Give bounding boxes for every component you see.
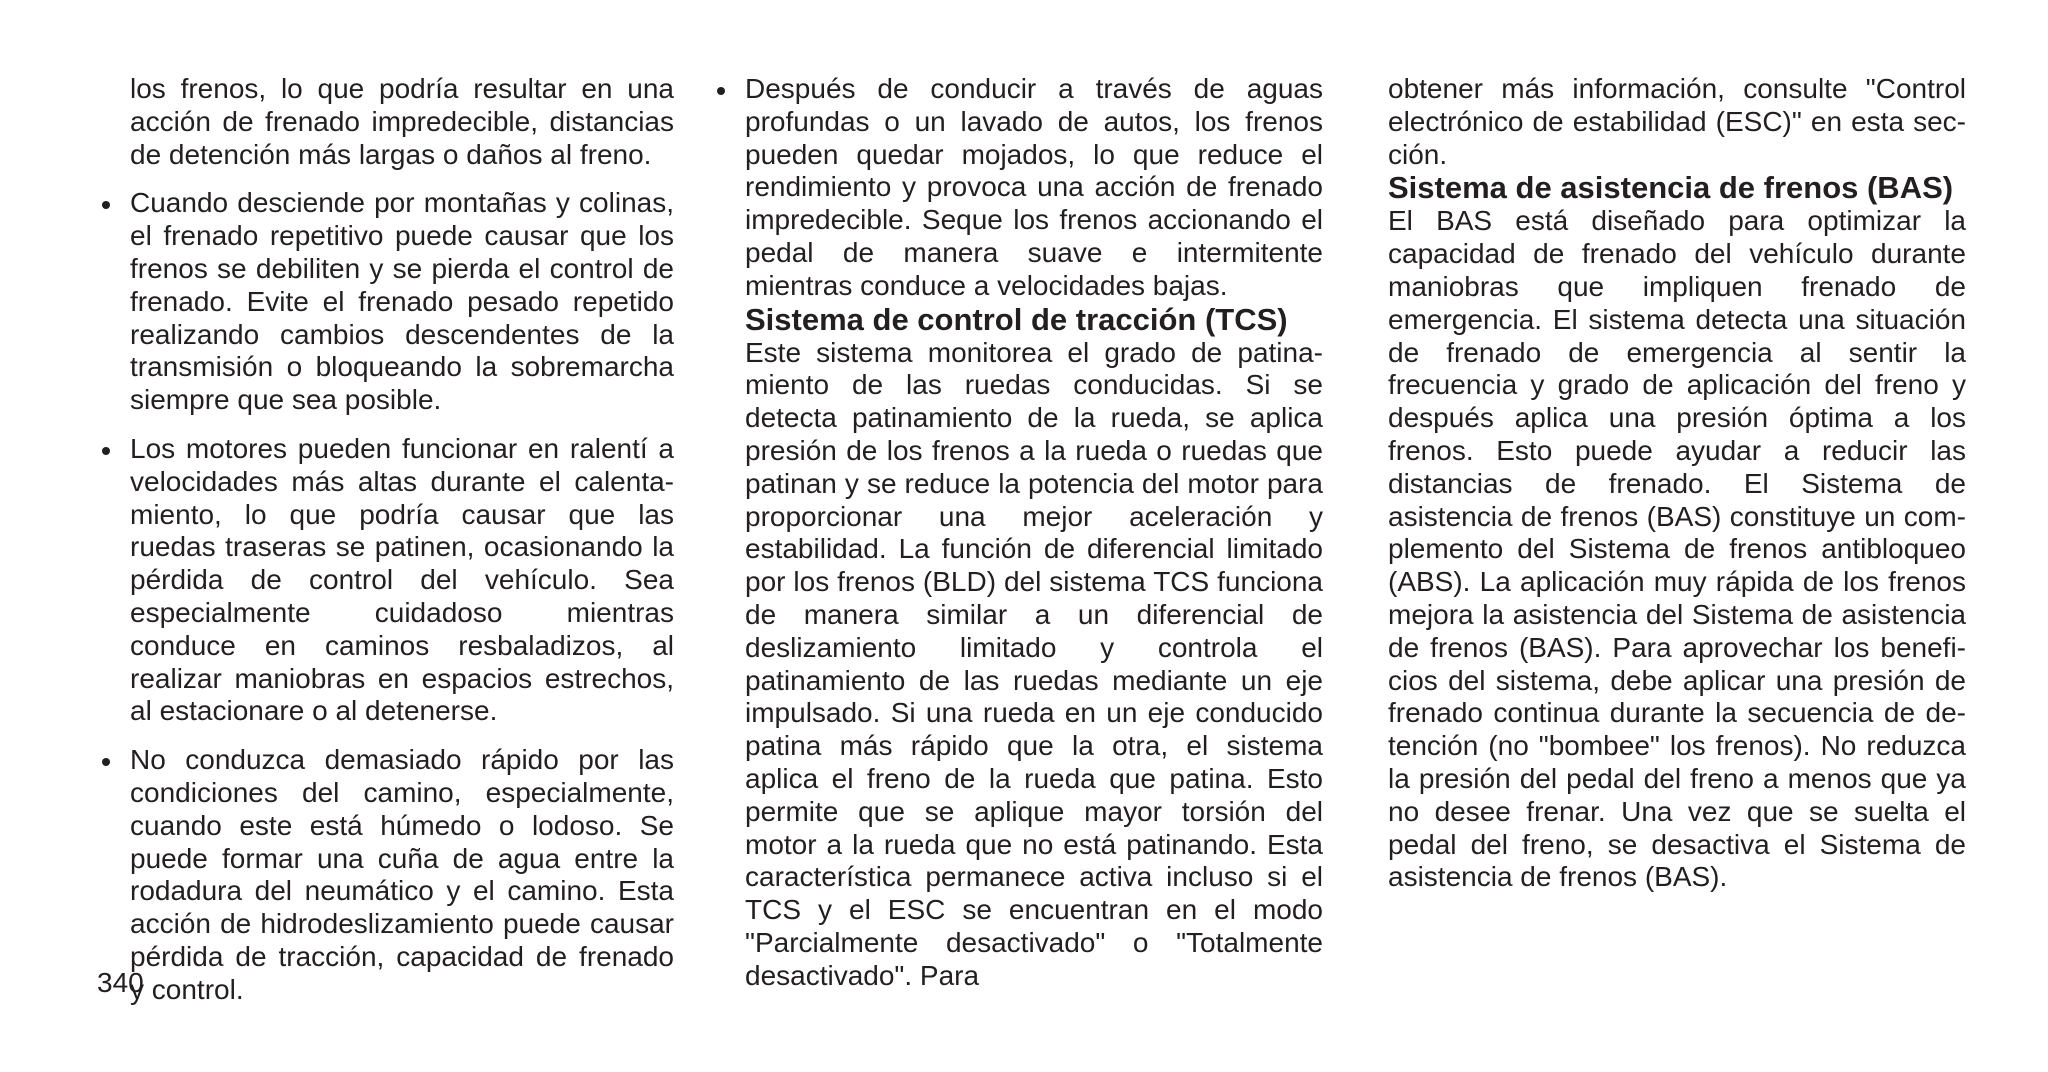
bullet-item-descent-braking: Cuando desciende por montañas y colinas, el frenado repetitivo puede causar que los frenos se debiliten y se pierda el control de frenado. Evite el frenado pesado repetido realizando cambios descendentes de la transmisión o bloqueando la sobremarcha siempre que sea posible.: [130, 187, 674, 416]
continuation-paragraph: los frenos, lo que podría resultar en una acción de frenado impredecible, distancias de detención más largas o daños al freno.: [130, 73, 674, 170]
text-column-right: [1388, 73, 1966, 894]
section-heading-bas: Sistema de asistencia de frenos (BAS): [1388, 170, 1954, 206]
section-heading-tcs: Sistema de control de tracción (TCS): [745, 301, 1288, 337]
section-body-bas: El BAS está diseñado para optimizar la capacidad de frenado del vehículo durante maniobras que impliquen frenado de emergencia. El sistema detecta una situación de frenado de emergencia al sentir la frecuencia y grado de aplicación del freno y después aplica una presión óptima a los frenos. Esto puede ayudar a reducir las distancias de frenado. El Sistema de asistencia de frenos (BAS) constituye un complemento del Sistema de frenos antibloqueo (ABS). La aplicación muy rápida de los frenos mejora la asistencia del Sistema de asistencia de frenos (BAS). Para aprovechar los beneficios del sistema, debe aplicar una presión de frenado continua durante la secuencia de detención (no "bombee" los frenos). No reduzca la presión del pedal del freno a menos que ya no desee frenar. Una vez que se suelta el pedal del freno, se desactiva el Sistema de asistencia de frenos (BAS).: [1388, 205, 1966, 893]
bullet-item-engine-idle: Los motores pueden funcionar en ralentí a velocidades más altas durante el calentamiento, lo que podría causar que las ruedas traseras se patinen, ocasionando la pérdida de control del vehículo. Sea especialmente cuidadoso mientras conduce en caminos resbaladizos, al realizar maniobras en espacios estrechos, al estacionare o al detenerse.: [130, 432, 674, 727]
page-number: 340: [97, 967, 144, 998]
continuation-paragraph: obtener más información, consulte "Control electrónico de estabilidad (ESC)" en esta sección.: [1388, 73, 1966, 170]
text-column-middle: [745, 73, 1323, 993]
bullet-item-wet-brakes: Después de conducir a través de aguas profundas o un lavado de autos, los frenos pueden quedar mojados, lo que reduce el rendimiento y provoca una acción de frenado impredecible. Seque los frenos accionando el pedal de manera suave e intermitente mientras conduce a velocidades bajas.: [745, 73, 1323, 301]
bullet-item-hydroplaning: No conduzca demasiado rápido por las condiciones del camino, especialmente, cuando este está húmedo o lodoso. Se puede formar una cuña de agua entre la rodadura del neumático y el camino. Esta acción de hidrodeslizamiento puede causar pérdida de tracción, capacidad de frenado y control.: [130, 744, 674, 1005]
text-column-left: [130, 73, 674, 1007]
section-body-tcs: Este sistema monitorea el grado de patinamiento de las ruedas conducidas. Si se detecta patinamiento de la rueda, se aplica presión de los frenos a la rueda o ruedas que patinan y se reduce la potencia del motor para proporcionar una mejor aceleración y estabilidad. La función de diferencial limitado por los frenos (BLD) del sistema TCS funciona de manera similar a un diferencial de deslizamiento limitado y controla el patinamiento de las ruedas mediante un eje impulsado. Si una rueda en un eje conducido patina más rápido que la otra, el sistema aplica el freno de la rueda que patina. Esto permite que se aplique mayor torsión del motor a la rueda que no está patinando. Esta característica permanece activa incluso si el TCS y el ESC se encuentran en el modo "Parcialmente desactivado" o "Totalmente desactivado". Para: [745, 336, 1323, 991]
